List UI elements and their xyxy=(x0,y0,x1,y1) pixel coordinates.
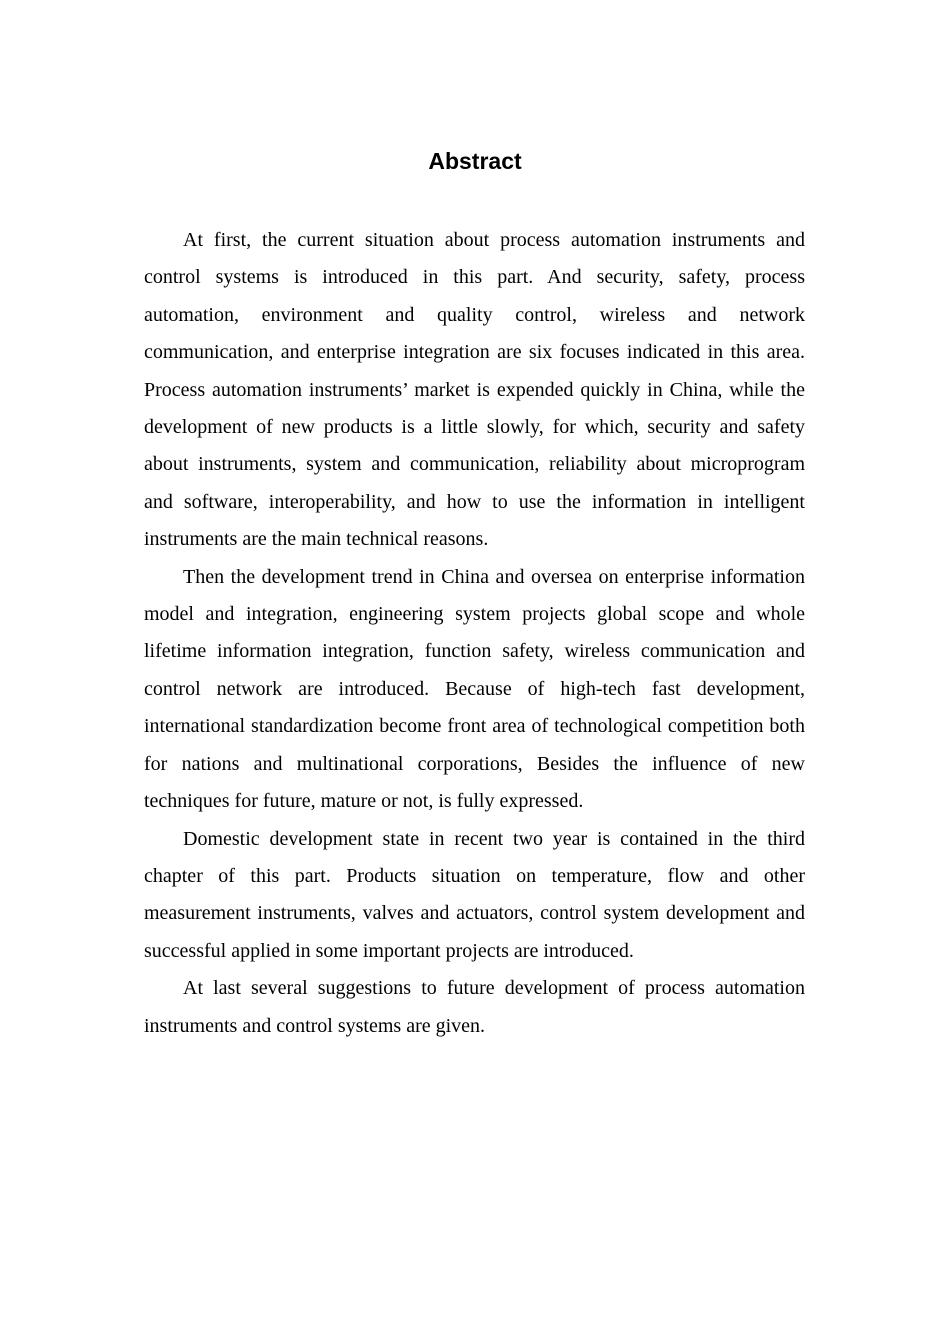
paragraph: Domestic development state in recent two year is contained in the third chapter of this part. Products situation on temperature, flow and other measurement instruments, valves and actuators, control system development and successful applied in some important projects are introduced. xyxy=(144,827,805,962)
paragraph: At last several suggestions to future development of process automation instruments and control systems are given. xyxy=(144,977,805,1037)
page-title: Abstract xyxy=(428,148,522,174)
abstract-body xyxy=(144,222,805,1045)
paragraph: At first, the current situation about process automation instruments and control systems is introduced in this part. And security, safety, process automation, environment and quality control, wireless and network communication, and enterprise integration are six focuses indicated in this area. Process automation instruments’ market is expended quickly in China, while the development of new products is a little slowly, for which, security and safety about instruments, system and communication, reliability about microprogram and software, interoperability, and how to use the information in intelligent instruments are the main technical reasons. xyxy=(144,229,805,551)
paragraph: Then the development trend in China and oversea on enterprise information model and integration, engineering system projects global scope and whole lifetime information integration, function safety, wireless communication and control network are introduced. Because of high-tech fast development, international standardization become front area of technological competition both for nations and multinational corporations, Besides the influence of new techniques for future, mature or not, is fully expressed. xyxy=(144,565,805,813)
